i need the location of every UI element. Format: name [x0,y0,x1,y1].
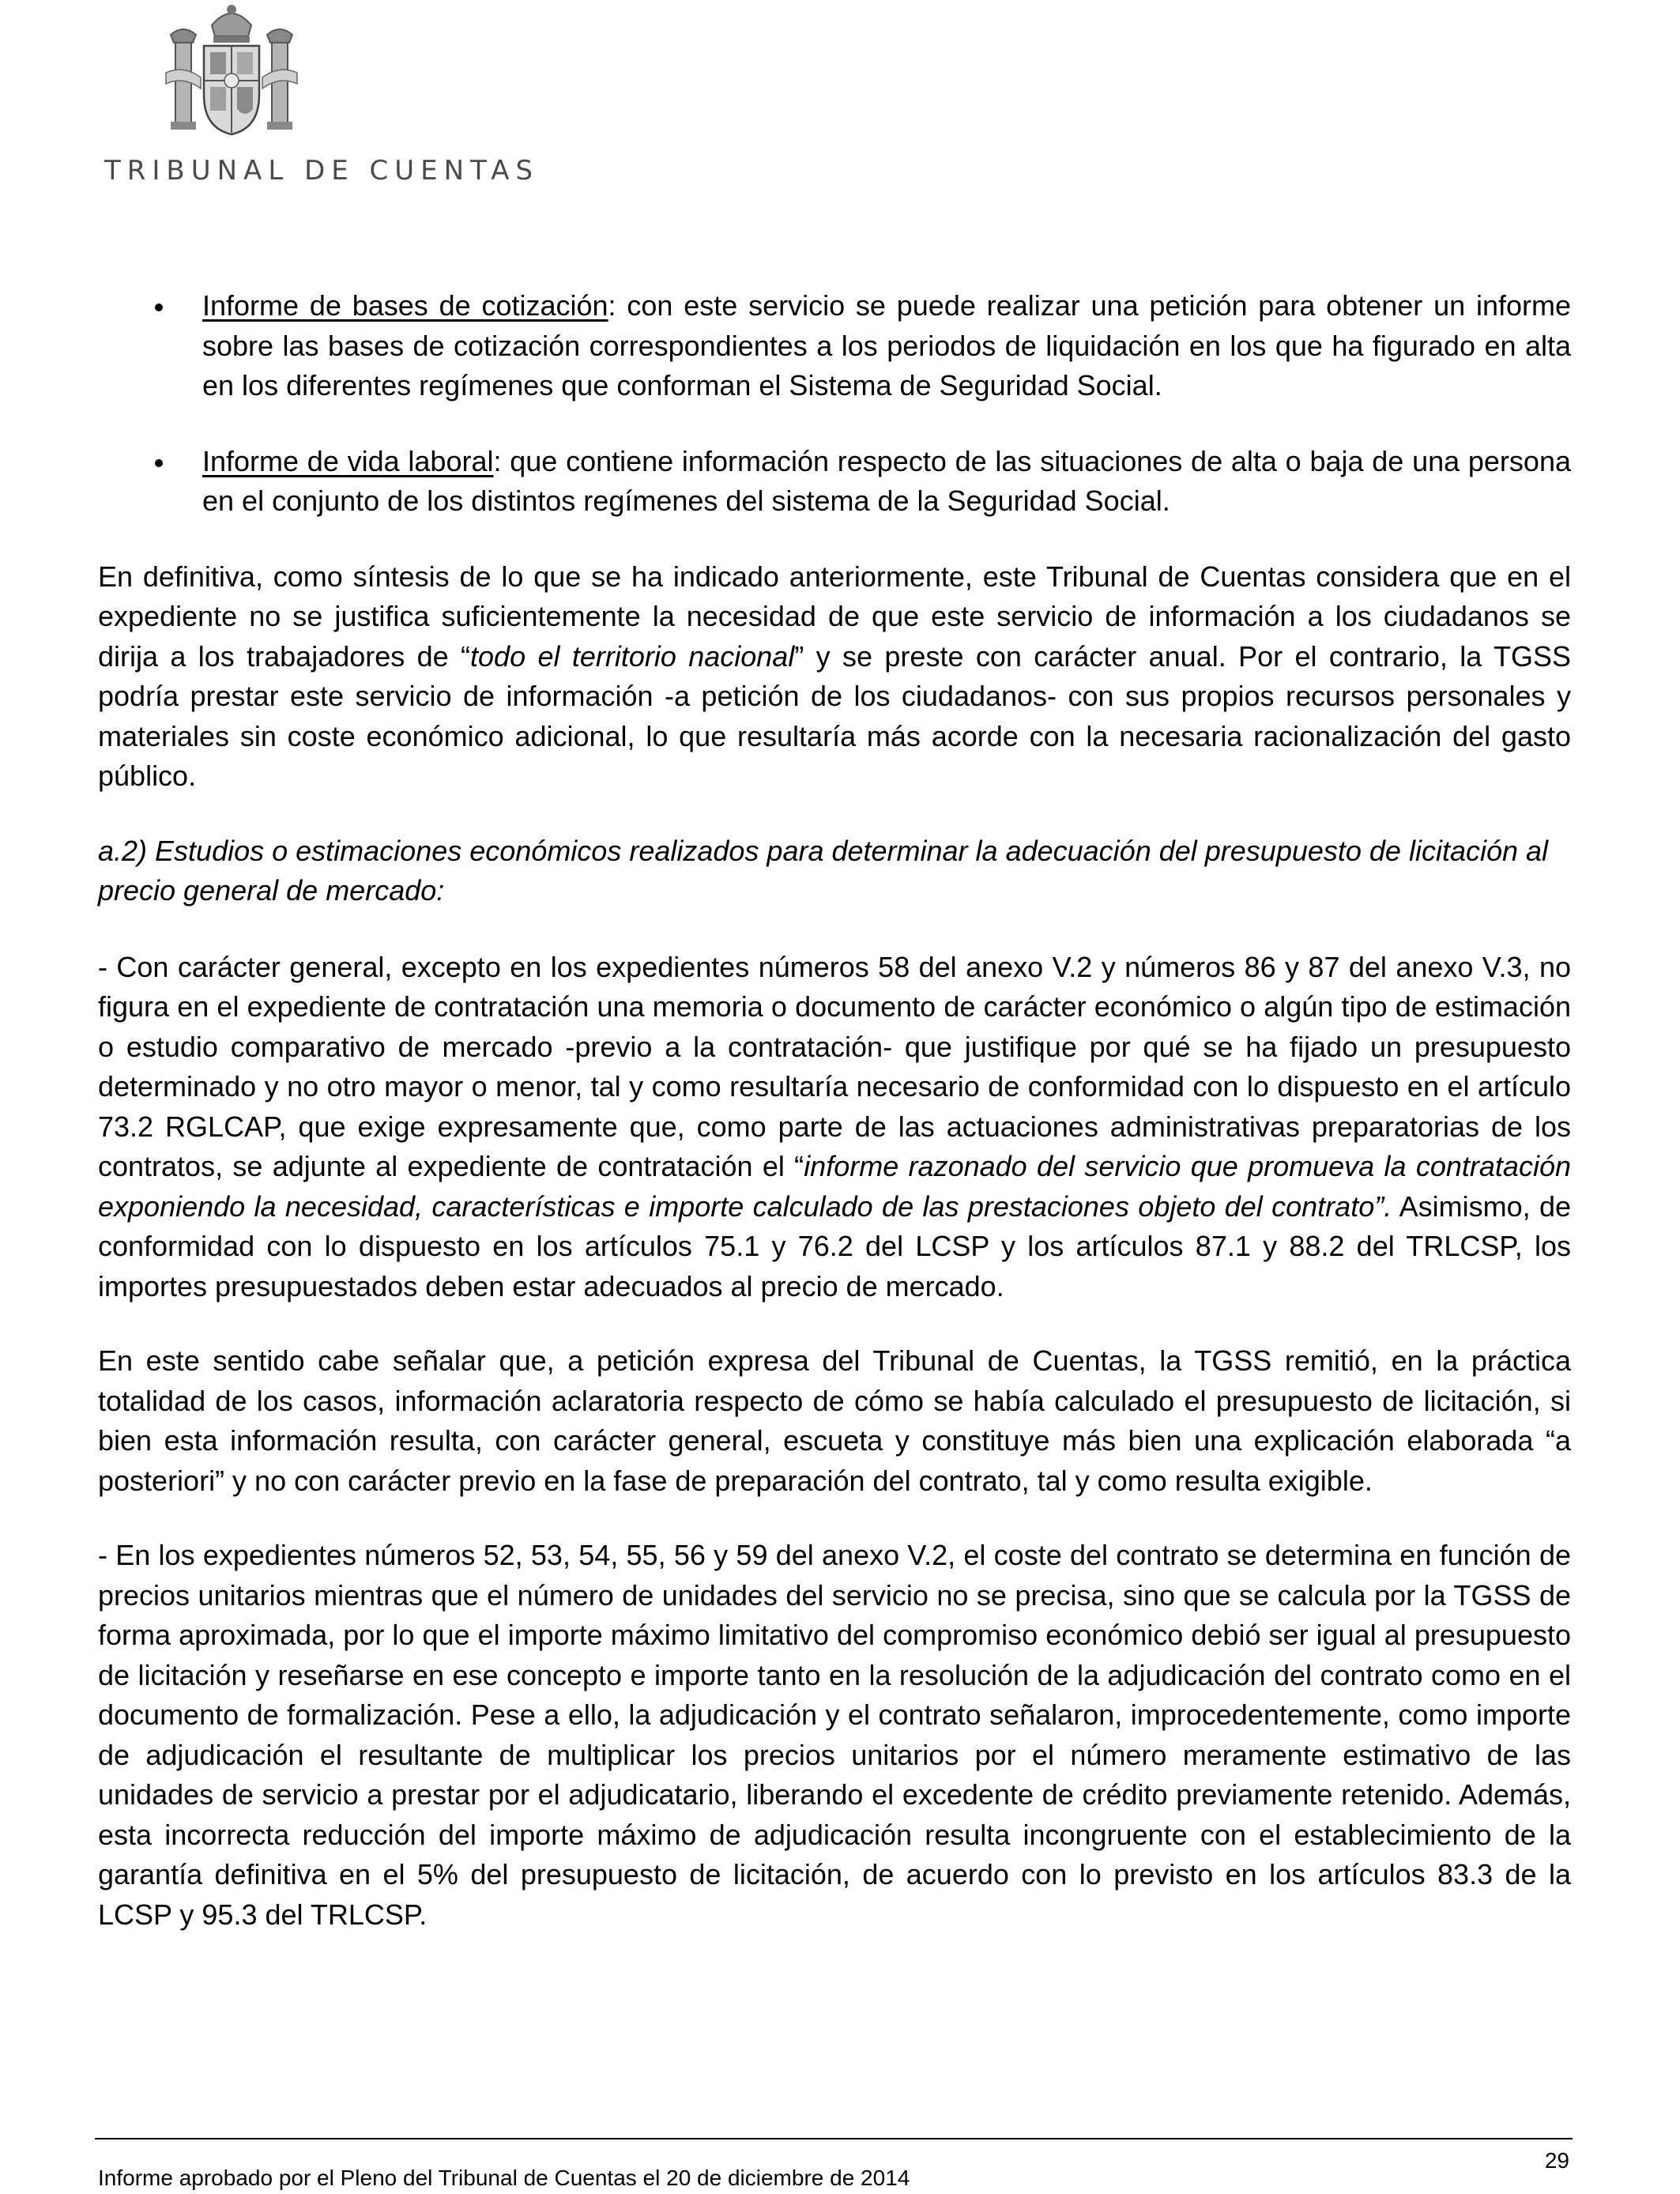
list-item [98,286,1571,406]
bullet-icon [155,303,163,311]
paragraph-sense: En este sentido cabe señalar que, a petición expresa del Tribunal de Cuentas, la TGSS remitió, en la práctica totalidad de los casos, información aclaratoria respecto de cómo se había calculado el presupuesto de licitación, si bien esta información resulta, con carácter general, escueta y constituye más bien una explicación elaborada “a posteriori” y no con carácter previo en la fase de preparación del contrato, tal y como resulta exigible. [98,1344,1571,1497]
paragraph-text: ” y se preste con carácter anual. Por el contrario, la TGSS podría prestar este servicio de información -a petición de los ciudadanos- con sus propios recursos personales y materiales sin coste económico adicional, lo que resultaría más acorde con la necesaria racionalización del gasto público. [98,639,1572,792]
paragraph-text: En definitiva, como síntesis de lo que se ha indicado anteriormente, este Tribunal de Cuentas considera que en el expediente no se justifica suficientemente la necesidad de que este servicio de información a los ciudadanos se dirija a los trabajadores de “ [98,560,1571,673]
bullet-term: Informe de vida laboral [202,444,494,477]
bullet-term: Informe de bases de cotización [202,289,608,322]
bullet-text: : que contiene información respecto de las situaciones de alta o baja de una persona en el conjunto de los distintos regímenes del sistema de la Seguridad Social. [202,444,1571,517]
paragraph-italic: informe razonado del servicio que promueva la contratación exponiendo la necesidad, características e importe calculado de las prestaciones objeto del contrato”. [98,1150,1571,1223]
paragraph-text: - Con carácter general, excepto en los expedientes números 58 del anexo V.2 y números 86 y 87 del anexo V.3, no figura en el expediente de contratación una memoria o documento de carácter económico o algún tipo de estimación o estudio comparativo de mercado -previo a la contratación- que justifique por qué se ha fijado un presupuesto determinado y no otro mayor o menor, tal y como resultaría necesario de conformidad con lo dispuesto en el artículo 73.2 RGLCAP, que exige expresamente que, como parte de las actuaciones administrativas preparatorias de los contratos, se adjunte al expediente de contratación el “ [98,950,1571,1182]
bullet-icon [155,459,163,467]
document-body [98,286,1571,1970]
paragraph-expedientes: - En los expedientes números 52, 53, 54, 55, 56 y 59 del anexo V.2, el coste del contrato se determina en función de precios unitarios mientras que el número de unidades del servicio no se precisa, sino que se calcula por la TGSS de forma aproximada, por lo que el importe máximo limitativo del compromiso económico debió ser igual al presupuesto de licitación y reseñarse en ese concepto e importe tanto en la resolución de la adjudicación del contrato como en el documento de formalización. Pese a ello, la adjudicación y el contrato señalaron, improcedentemente, como importe de adjudicación el resultante de multiplicar los precios unitarios por el número meramente estimativo de las unidades de servicio a prestar por el adjudicatario, liberando el excedente de crédito previamente retenido. Además, esta incorrecta reducción del importe máximo de adjudicación resulta incongruente con el establecimiento de la garantía definitiva en el 5% del presupuesto de licitación, de acuerdo con lo previsto en los artículos 83.3 de la LCSP y 95.3 del TRLCSP. [98,1539,1571,1931]
footer-divider [95,2138,1573,2139]
bullet-list [98,286,1571,522]
paragraph-general [98,948,1571,1307]
section-heading-a2: a.2) Estudios o estimaciones económicos realizados para determinar la adecuación del presupuesto de licitación al precio general de mercado: [98,834,1549,907]
paragraph-text: Asimismo, de conformidad con lo dispuesto en los artículos 75.1 y 76.2 del LCSP y los artículos 87.1 y 88.2 del TRLCSP, los importes presupuestados deben estar adecuados al precio de mercado. [98,1189,1571,1302]
bullet-text: : con este servicio se puede realizar una petición para obtener un informe sobre las bases de cotización correspondientes a los periodos de liquidación en los que ha figurado en alta en los diferentes regímenes que conforman el Sistema de Seguridad Social. [202,289,1571,401]
paragraph-conclusion [98,557,1571,797]
page-number: 29 [1544,2148,1569,2173]
footer-approval-text: Informe aprobado por el Pleno del Tribunal de Cuentas el 20 de diciembre de 2014 [98,2166,910,2190]
coat-of-arms-icon [164,2,299,138]
list-item [98,442,1571,522]
paragraph-italic: todo el territorio nacional [470,639,795,673]
org-name: TRIBUNAL DE CUENTAS [104,155,540,187]
